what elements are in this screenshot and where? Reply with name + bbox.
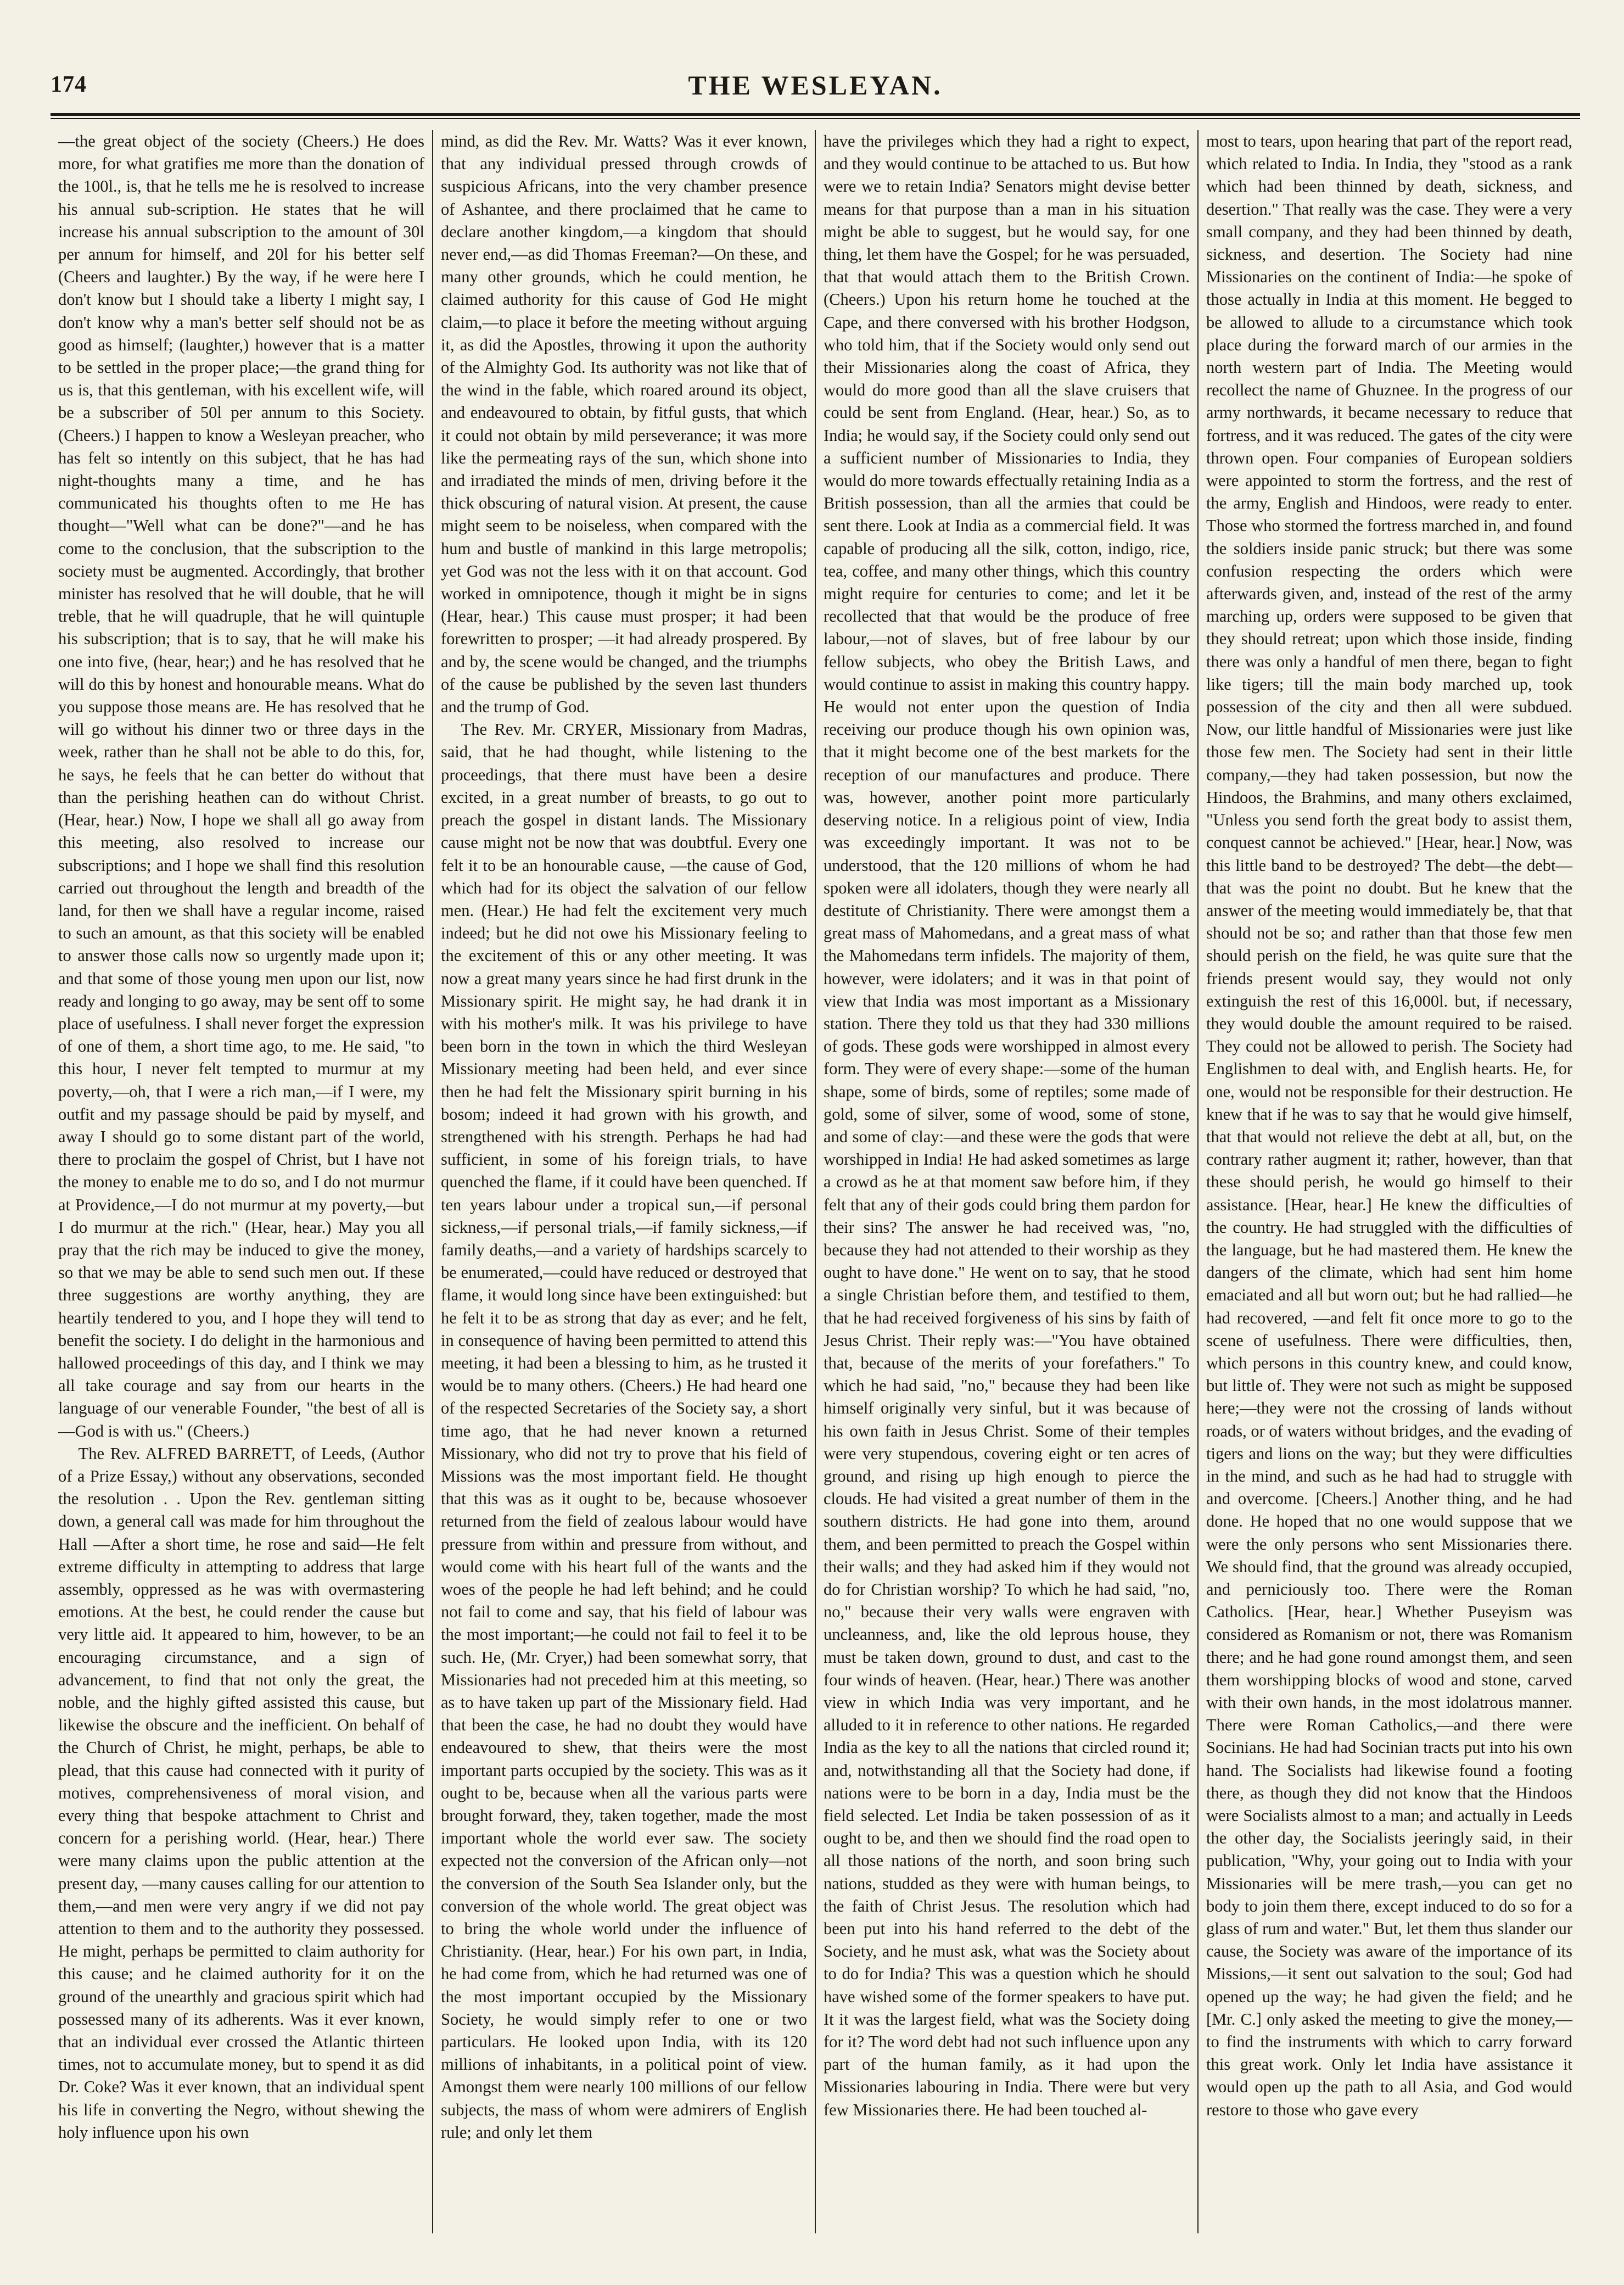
column-paragraph: The Rev. ALFRED BARRETT, of Leeds, (Author of a Prize Essay,) without any observations, seconded the resolution . . Upon the Rev. gentleman sitting down, a general call was made for him throughout the Hall —After a short time, he rose and said—He felt extreme difficulty in attempting to address that large assembly, oppressed as he was with overmastering emotions. At the best, he could render the cause but very little aid. It appeared to him, however, to be an encouraging circumstance, and a sign of advancement, to find that not only the great, the noble, and the highly gifted assisted this cause, but likewise the obscure and the inefficient. On behalf of the Church of Christ, he might, perhaps, be able to plead, that this cause had connected with it purity of motives, comprehensiveness of moral vision, and every thing that bespoke attachment to Christ and concern for a perishing world. (Hear, hear.) There were many claims upon the public attention at the present day, —many causes calling for our attention to them,—and men were very angry if we did not pay attention to them and to the authority they possessed. He might, perhaps be permitted to claim authority for this cause; and he claimed authority for it on the ground of the unearthly and gracious spirit which had possessed many of its adherents. Was it ever known, that an individual ever crossed the Atlantic thirteen times, not to accumulate money, but to spend it as did Dr. Coke? Was it ever known, that an individual spent his life in converting the Negro, without shewing the holy influence upon his own	[58, 1444, 424, 2142]
column-2	[432, 130, 815, 2233]
column-paragraph: mind, as did the Rev. Mr. Watts? Was it ever known, that any individual pressed through crowds of suspicious Africans, into the very chamber presence of Ashantee, and there proclaimed that he came to declare another kingdom,—a kingdom that should never end,—as did Thomas Freeman?—On these, and many other grounds, which he could mention, he claimed authority for this cause of God He might claim,—to place it before the meeting without arguing it, as did the Apostles, throwing it upon the authority of the Almighty God. Its authority was not like that of the wind in the fable, which roared around its object, and endeavoured to obtain, by fitful gusts, that which it could not obtain by mild perseverance; it was more like the permeating rays of the sun, which shone into and irradiated the minds of men, driving before it the thick obscuring of natural vision. At present, the cause might seem to be noiseless, when compared with the hum and bustle of mankind in this large metropolis; yet God was not the less with it on that account. God worked in omnipotence, though it might be in signs (Hear, hear.) This cause must prosper; it had been forewritten to prosper; —it had already prospered. By and by, the scene would be changed, and the triumphs of the cause be published by the seven last thunders and the trump of God.	[441, 132, 807, 717]
column-paragraph: —the great object of the society (Cheers.) He does more, for what gratifies me more than the donation of the 100l., is, that he tells me he is resolved to increase his annual sub-scription. He states that he will increase his annual subscription to the amount of 30l per annum for himself, and 20l for his better self (Cheers and laughter.) By the way, if he were here I don't know but I should take a liberty I might say, I don't know why a man's better self should not be as good as himself; (laughter,) however that is a matter to be settled in the proper place;—the grand thing for us is, that this gentleman, with his excellent wife, will be a subscriber of 50l per annum to this Society. (Cheers.) I happen to know a Wesleyan preacher, who has felt so intently on this subject, that he has had night-thoughts many a time, and he has communicated his thoughts often to me He has thought—"Well what can be done?"—and he has come to the conclusion, that the subscription to the society must be augmented. Accordingly, that brother minister has resolved that he will double, that he will treble, that he will quadruple, that he will quintuple his subscription; that is to say, that he will make his one into five, (hear, hear;) and he has resolved that he will do this by honest and honourable means. What do you suppose those means are. He has resolved that he will go without his dinner two or three days in the week, rather than he shall not be able to do this, for, he says, he feels that he can better do without that than the perishing heathen can do without Christ. (Hear, hear.) Now, I hope we shall all go away from this meeting, also resolved to increase our subscriptions; and I hope we shall find this resolution carried out throughout the length and breadth of the land, for then we shall have a regular income, raised to such an amount, as that this society will be enabled to answer those calls now so urgently made upon it; and that some of those young men upon our list, now ready and longing to go away, may be sent off to some place of usefulness. I shall never forget the expression of one of them, a short time ago, to me. He said, "to this hour, I never felt tempted to murmur at my poverty,—oh, that I were a rich man,—if I were, my outfit and my passage should be paid by myself, and away I should go to some distant part of the world, there to proclaim the gospel of Christ, but I have not the money to enable me to do so, and I do not murmur at Providence,—I do not murmur at my poverty,—but I do murmur at the rich." (Hear, hear.) May you all pray that the rich may be induced to give the money, so that we may be able to send such men out. If these three suggestions are worthy anything, they are heartily tendered to you, and I hope they will tend to benefit the society. I do delight in the harmonious and hallowed proceedings of this day, and I think we may all take courage and say from our hearts in the language of our venerable Founder, "the best of all is—God is with us." (Cheers.)	[58, 132, 424, 1440]
running-head: THE WESLEYAN.	[688, 70, 943, 100]
column-4	[1197, 130, 1580, 2233]
column-paragraph: most to tears, upon hearing that part of the report read, which related to India. In India, they "stood as a rank which had been thinned by death, sickness, and desertion." That really was the case. They were a very small company, and they had been thinned by death, sickness, and desertion. The Society had nine Missionaries on the continent of India:—he spoke of those actually in India at this moment. He begged to be allowed to allude to a circumstance which took place during the forward march of our armies in the north western part of India. The Meeting would recollect the name of Ghuznee. In the progress of our army northwards, it became necessary to reduce that fortress, and it was reduced. The gates of the city were thrown open. Four companies of European soldiers were appointed to storm the fortress, and the rest of the army, English and Hindoos, were ready to enter. Those who stormed the fortress marched in, and found the soldiers inside panic struck; but there was some confusion respecting the orders which were afterwards given, and, instead of the rest of the army marching up, orders were supposed to be given that they should retreat; upon which those inside, finding there was only a handful of men there, began to fight like tigers; till the main body marched up, took possession of the city and then all were subdued. Now, our little handful of Missionaries were just like those few men. The Society had sent in their little company,—they had taken possession, but now the Hindoos, the Brahmins, and many others exclaimed, "Unless you send forth the great body to assist them, conquest cannot be achieved." [Hear, hear.] Now, was this little band to be destroyed? The debt—the debt—that was the point no doubt. But he knew that the answer of the meeting would immediately be, that that should not be so; and rather than that those few men should perish on the field, he was quite sure that the friends present would say, they would not only extinguish the rest of this 16,000l. but, if necessary, they would double the amount required to be raised. They could not be allowed to perish. The Society had Englishmen to deal with, and English hearts. He, for one, would not be responsible for their destruction. He knew that if he was to say that he would give himself, that that would not relieve the debt at all, but, on the contrary rather augment it; rather, however, than that these should perish, he would go himself to their assistance. [Hear, hear.] He knew the difficulties of the country. He had struggled with the difficulties of the language, but he had mastered them. He knew the dangers of the climate, which had sent him home emaciated and all but worn out; but he had rallied—he had recovered, —and felt fit once more to go to the scene of usefulness. There were difficulties, then, which persons in this country knew, and could know, but little of. They were not such as might be supposed here;—they were not the crossing of lands without roads, or of waters without bridges, and the evading of tigers and lions on the way; but they were difficulties in the mind, and such as he had had to struggle with and overcome. [Cheers.] Another thing, and he had done. He hoped that no one would suppose that we were the only persons who sent Missionaries there. We should find, that the ground was already occupied, and perniciously too. There were the Roman Catholics. [Hear, hear.] Whether Puseyism was considered as Romanism or not, there was Romanism there; and he had gone round amongst them, and seen them worshipping blocks of wood and stone, carved with their own hands, in the most idolatrous manner. There were Roman Catholics,—and there were Socinians. He had had Socinian tracts put into his own hand. The Socialists had likewise found a footing there, as though they did not know that the Hindoos were Socialists almost to a man; and actually in Leeds the other day, the Socialists jeeringly said, in their publication, "Why, your going out to India with your Missionaries will be mere trash,—you can get no body to join them there, except induced to do so for a glass of rum and water." But, let them thus slander our cause, the Society was aware of the importance of its Missions,—it sent out salvation to the soul; God had opened up the way; he had given the field; and he [Mr. C.] only asked the meeting to give the money,—to find the instruments with which to carry forward this great work. Only let India have assistance it would open up the path to all Asia, and God would restore to those who gave every	[1206, 132, 1572, 2119]
column-3	[815, 130, 1197, 2233]
column-1	[51, 130, 432, 2233]
article-columns	[51, 130, 1580, 2233]
page-number: 174	[51, 72, 87, 97]
column-paragraph: have the privileges which they had a right to expect, and they would continue to be attached to us. But how were we to retain India? Senators might devise better means for that purpose than a man in his situation might be able to suggest, but he would say, for one thing, let them have the Gospel; for he was persuaded, that that would attach them to the British Crown. (Cheers.) Upon his return home he touched at the Cape, and there conversed with his brother Hodgson, who told him, that if the Society would only send out their Missionaries along the coast of Africa, they would do more good than all the slave cruisers that could be sent from England. (Hear, hear.) So, as to India; he would say, if the Society could only send out a sufficient number of Missionaries to India, they would do more towards effectually retaining India as a British possession, than all the armies that could be sent there. Look at India as a commercial field. It was capable of producing all the silk, cotton, indigo, rice, tea, coffee, and many other things, which this country might require for centuries to come; and let it be recollected that that would be the produce of free labour,—not of slaves, but of free labour by our fellow subjects, who obey the British Laws, and would continue to assist in making this country happy. He would not enter upon the question of India receiving our produce though his own opinion was, that it might become one of the best markets for the reception of our manufactures and produce. There was, however, another point more particularly deserving notice. In a religious point of view, India was exceedingly important. It was not to be understood, that the 120 millions of whom he had spoken were all idolaters, though they were nearly all destitute of Christianity. There were amongst them a great mass of Mahomedans, and a great mass of what the Mahomedans term infidels. The majority of them, however, were idolaters; and it was in that point of view that India was most important as a Missionary station. There they told us that they had 330 millions of gods. These gods were worshipped in almost every form. They were of every shape:—some of the human shape, some of birds, some of reptiles; some made of gold, some of silver, some of wood, some of stone, and some of clay:—and these were the gods that were worshipped in India! He had asked sometimes as large a crowd as he at that moment saw before him, if they felt that any of their gods could bring them pardon for their sins? The answer he had received was, "no, because they had not attended to their worship as they ought to have done." He went on to say, that he stood a single Christian before them, and testified to them, that he had received forgiveness of his sins by faith of Jesus Christ. Their reply was:—"You have obtained that, because of the merits of your forefathers." To which he had said, "no," because they had been like himself originally very sinful, but it was because of his own faith in Jesus Christ. Some of their temples were very stupendous, covering eight or ten acres of ground, and rising up high enough to pierce the clouds. He had visited a great number of them in the southern districts. He had gone into them, around them, and been permitted to preach the Gospel within their walls; and they had asked him if they would not do for Christian worship? To which he had said, "no, no," because their very walls were engraven with uncleanness, and, like the old leprous house, they must be taken down, ground to dust, and cast to the four winds of heaven. (Hear, hear.) There was another view in which India was very important, and he alluded to it in reference to other nations. He regarded India as the key to all the nations that circled round it; and, notwithstanding all that the Society had done, if nations were to be born in a day, India must be the field selected. Let India be taken possession of as it ought to be, and then we should find the road open to all those nations of the north, and soon bring such nations, studded as they were with human beings, to the faith of Christ Jesus. The resolution which had been put into his hand referred to the debt of the Society, and he must ask, what was the Society about to do for India? This was a question which he should have wished some of the former speakers to have put. It it was the largest field, what was the Society doing for it? The word debt had not such influence upon any part of the human family, as it had upon the Missionaries labouring in India. There were but very few Missionaries there. He had been touched al-	[824, 132, 1190, 2119]
page-header	[51, 71, 1580, 105]
header-rule	[51, 113, 1580, 119]
column-paragraph: The Rev. Mr. CRYER, Missionary from Madras, said, that he had thought, while listening to the proceedings, that there must have been a desire excited, in a great number of breasts, to go out to preach the gospel in distant lands. The Missionary cause might not be now that was doubtful. Every one felt it to be an honourable cause, —the cause of God, which had for its object the salvation of our fellow men. (Hear.) He had felt the excitement very much indeed; but he did not owe his Missionary feeling to the excitement of this or any other meeting. It was now a great many years since he had first drunk in the Missionary spirit. He might say, he had drank it in with his mother's milk. It was his privilege to have been born in the town in which the third Wesleyan Missionary meeting had been held, and ever since then he had felt the Missionary spirit burning in his bosom; indeed it had grown with his growth, and strengthened with his strength. Perhaps he had had sufficient, in some of his foreign trials, to have quenched the flame, if it could have been quenched. If ten years labour under a tropical sun,—if personal sickness,—if personal trials,—if family sickness,—if family deaths,—and a variety of hardships scarcely to be enumerated,—could have reduced or destroyed that flame, it would long since have been extinguished: but he felt it to be as strong that day as ever; and he felt, in consequence of having been permitted to attend this meeting, it had been a blessing to him, as he trusted it would be to many others. (Cheers.) He had heard one of the respected Secretaries of the Society say, a short time ago, that he had never known a returned Missionary, who did not try to prove that his field of Missions was the most important field. He thought that this was as it ought to be, because whosoever returned from the field of zealous labour would have pressure from within and pressure from without, and would come with his heart full of the wants and the woes of the people he had left behind; and he could not fail to come and say, that his field of labour was the most important;—he could not fail to feel it to be such. He, (Mr. Cryer,) had been somewhat sorry, that Missionaries had not preceded him at this meeting, so as to have taken up part of the Missionary field. Had that been the case, he had no doubt they would have endeavoured to shew, that theirs were the most important parts occupied by the society. This was as it ought to be, because when all the various parts were brought forward, they, taken together, made the most important whole the world ever saw. The society expected not the conversion of the African only—not the conversion of the South Sea Islander only, but the conversion of the whole world. The great object was to bring the whole world under the influence of Christianity. (Hear, hear.) For his own part, in India, he had come from, which he had returned was one of the most important occupied by the Missionary Society, he would simply refer to one or two particulars. He looked upon India, with its 120 millions of inhabitants, in a political point of view. Amongst them were nearly 100 millions of our fellow subjects, the mass of whom were admirers of English rule; and only let them	[441, 720, 807, 2142]
